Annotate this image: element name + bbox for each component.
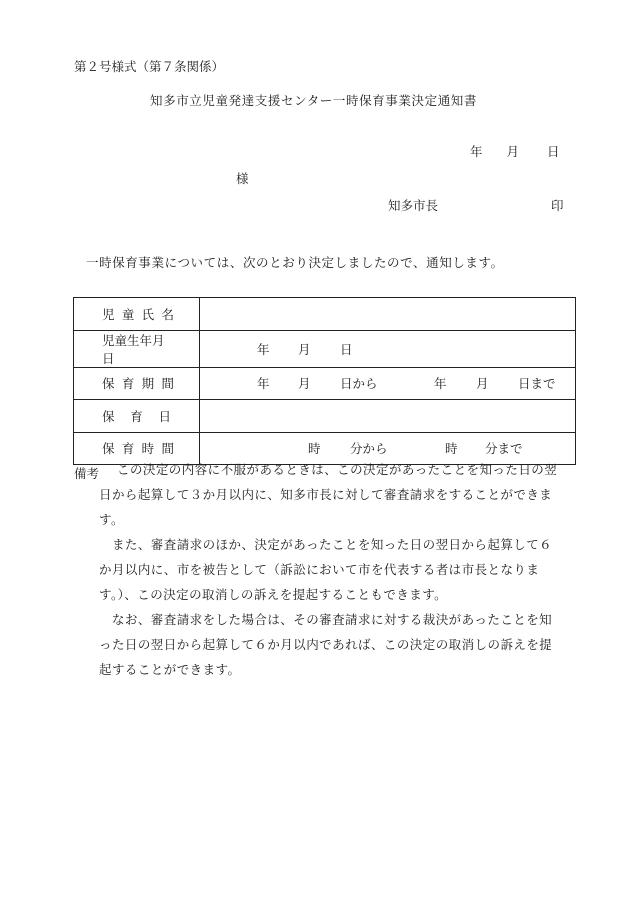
table-label-char: 保 [102, 376, 115, 392]
seal-mark: 印 [551, 198, 564, 213]
issue-date-year: 年 [470, 144, 483, 159]
table-row [74, 400, 576, 433]
table-label-char: 育 [121, 376, 135, 392]
table-row [74, 298, 576, 331]
table-label-char: 育 [121, 441, 135, 457]
birth-month: 月 [298, 341, 311, 357]
table-label-char: 氏 [141, 306, 155, 322]
period-end-year: 年 [434, 376, 447, 392]
period-end-day: 日まで [518, 376, 556, 392]
label-child-name [74, 298, 200, 331]
document-title: 知多市立児童発達支援センター一時保育事業決定通知書 [150, 93, 478, 108]
addressee-suffix: 様 [236, 171, 249, 186]
table-label-char: 日 [158, 408, 171, 424]
issue-date-month: 月 [506, 144, 520, 159]
table-row [74, 367, 576, 400]
table-label-char: 保 [102, 408, 115, 424]
period-start-month: 月 [298, 376, 311, 392]
period-start-year: 年 [257, 376, 270, 392]
remarks-heading: 備考 [74, 466, 100, 481]
label-child-birthdate: 児童生年月日 [74, 330, 200, 367]
value-care-day [200, 400, 576, 433]
issuer-name: 知多市長 [388, 198, 439, 213]
label-care-day [74, 400, 200, 433]
table-label-char: 時 [141, 441, 155, 457]
hours-start-minute: 分から [350, 441, 388, 457]
remarks-paragraph-3: なお、審査請求をした場合は、その審査請求に対する裁決があったことを知 った日の翌日から起算して６か月以内であれば、この決定の取消しの訴えを提 起することができます。 [99, 612, 553, 677]
label-care-period [74, 367, 200, 400]
table-label-char: 間 [161, 376, 174, 392]
birth-day: 日 [340, 341, 353, 357]
table-label-char: 保 [102, 441, 115, 457]
table-label-char: 童 [121, 306, 135, 322]
table-row [74, 330, 576, 367]
table-label-char: 育 [130, 408, 143, 424]
table-label-char: 間 [161, 441, 174, 457]
table-label-char: 期 [141, 376, 155, 392]
hours-end-minute: 分まで [485, 441, 523, 457]
form-number: 第２号様式（第７条関係） [74, 59, 225, 74]
remarks-paragraph-2: また、審査請求のほか、決定があったことを知った日の翌日から起算して６ か月以内に、市を被告として（訴訟において市を代表する者は市長となりま す。）、この決定の取消しの訴えを提起することもできます。 [99, 537, 553, 602]
period-start-day: 日から [340, 376, 378, 392]
decision-table [73, 297, 576, 465]
issue-date-day: 日 [547, 144, 560, 159]
value-child-name [200, 298, 576, 331]
value-care-period [200, 367, 576, 400]
intro-text: 一時保育事業については、次のとおり決定しましたので、通知します。 [86, 255, 504, 270]
hours-end-hour: 時 [445, 441, 458, 457]
birth-year: 年 [257, 341, 270, 357]
value-child-birthdate [200, 330, 576, 367]
table-label-char: 名 [161, 306, 174, 322]
hours-start-hour: 時 [308, 441, 321, 457]
issue-date [470, 146, 560, 159]
period-end-month: 月 [476, 376, 489, 392]
table-label-char: 児 [102, 306, 115, 322]
remarks-paragraph-1: この決定の内容に不服があるときは、この決定があったことを知った日の翌 日から起算して３か月以内に、知多市長に対して審査請求をすることができま す。 [99, 462, 558, 527]
